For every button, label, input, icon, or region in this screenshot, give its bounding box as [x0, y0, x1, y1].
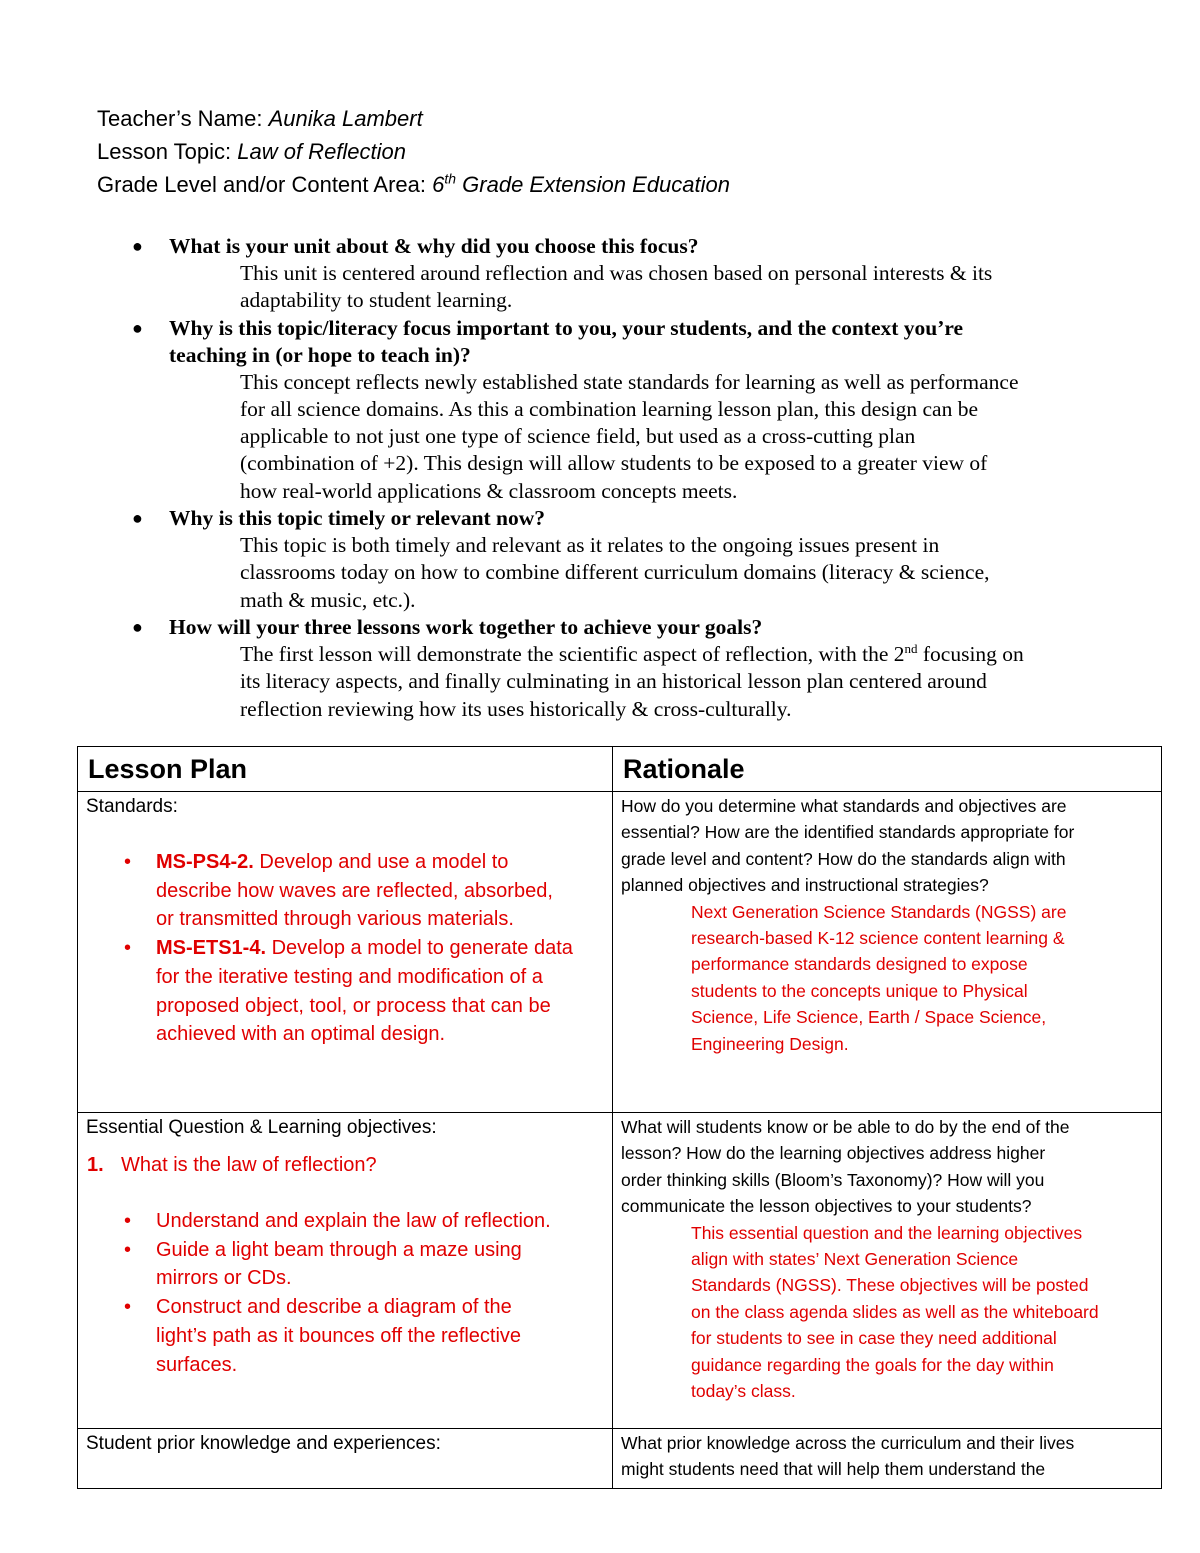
- question-2: ● Why is this topic/literacy focus important to you, your students, and the context you’re teaching in (or hope to teach in)?: [132, 315, 964, 367]
- grade-value: 6th Grade Extension Education: [432, 170, 730, 197]
- answer-3: This topic is both timely and relevant as it relates to the ongoing issues present in classrooms today on how to combine different curriculum domains (literacy & science, math & music, etc.).: [240, 533, 990, 612]
- bullet-icon: •: [124, 1296, 132, 1319]
- standards-row: [78, 792, 1162, 1113]
- question-3: ● Why is this topic timely or relevant now?: [132, 506, 546, 531]
- prior-knowledge-row: [78, 1429, 1162, 1489]
- bullet-icon: ●: [132, 317, 143, 338]
- lesson-topic-line: [97, 135, 730, 168]
- bullet-icon: ●: [132, 236, 143, 256]
- prior-knowledge-title: Student prior knowledge and experiences:: [86, 1433, 441, 1454]
- grade-label: Grade Level and/or Content Area:: [97, 172, 433, 197]
- answer-4: The first lesson will demonstrate the scientific aspect of reflection, with the 2nd focusing on its literacy aspects, and finally culminating in an historical lesson plan centered around reflection reviewing how its uses historically & cross-culturally.: [240, 640, 1024, 721]
- standards-title: Standards:: [86, 796, 178, 817]
- grade-level-line: [97, 168, 730, 201]
- objectives-list: [86, 1207, 604, 1379]
- bullet-icon: •: [124, 1210, 132, 1232]
- essential-question-title: Essential Question & Learning objectives:: [86, 1117, 437, 1138]
- teacher-name-line: [97, 102, 730, 135]
- teacher-label: Teacher’s Name:: [97, 106, 269, 131]
- lesson-plan-header: Lesson Plan: [78, 747, 613, 792]
- teacher-value: Aunika Lambert: [268, 106, 423, 131]
- unit-questions: [132, 233, 1112, 723]
- question-4: ● How will your three lessons work together to achieve your goals?: [132, 614, 763, 639]
- bullet-icon: ●: [132, 508, 143, 529]
- standards-list: [86, 848, 604, 1049]
- table-header-row: [78, 747, 1162, 792]
- topic-value: Law of Reflection: [237, 139, 407, 164]
- essential-rationale-question: What will students know or be able to do by the end of the lesson? How do the learning objectives address higher order thinking skills (Bloom’s Taxonomy)? How will you communicate the lesson objectives to your students?: [621, 1117, 1070, 1217]
- bullet-icon: ●: [132, 616, 143, 637]
- lesson-header: [97, 102, 730, 201]
- standards-cell: [78, 792, 613, 1113]
- essential-rationale-answer: This essential question and the learning objectives align with states’ Next Generation Science Standards (NGSS). These objectives will be posted on the class agenda slides as well as the whiteboard for students to see in case they need additional guidance regarding the goals for the day within today’s class.: [691, 1222, 1099, 1402]
- essential-rationale-cell: [613, 1113, 1162, 1429]
- prior-rationale-cell: [613, 1429, 1162, 1489]
- question-1: ● What is your unit about & why did you choose this focus?: [132, 234, 699, 258]
- rationale-header: Rationale: [613, 747, 1162, 792]
- essential-question-row: [78, 1113, 1162, 1429]
- standards-rationale-answer: Next Generation Science Standards (NGSS) are research-based K-12 science content learning & performance standards designed to expose students to the concepts unique to Physical Science, Life Science, Earth / Space Science, Engineering Design.: [691, 901, 1067, 1054]
- objective-2: • Guide a light beam through a maze using mirrors or CDs.: [86, 1236, 604, 1293]
- essential-question: 1. What is the law of reflection?: [87, 1154, 377, 1176]
- standards-rationale-cell: [613, 792, 1162, 1113]
- bullet-icon: •: [124, 851, 132, 873]
- standard-ms-ps4-2: • MS-PS4-2. Develop and use a model to describe how waves are reflected, absorbed, or transmitted through various materials.: [86, 848, 604, 934]
- lesson-plan-table: [77, 746, 1162, 1489]
- bullet-icon: •: [124, 937, 132, 960]
- objective-1: • Understand and explain the law of reflection.: [86, 1207, 604, 1236]
- prior-rationale-question: What prior knowledge across the curriculum and their lives might students need that will help them understand the: [621, 1433, 1075, 1480]
- essential-question-cell: [78, 1113, 613, 1429]
- standards-rationale-question: How do you determine what standards and objectives are essential? How are the identified standards appropriate for grade level and content? How do the standards align with planned objectives and instructional strategies?: [621, 796, 1075, 896]
- answer-2: This concept reflects newly established state standards for learning as well as performance for all science domains. As this a combination learning lesson plan, this design can be applicable to not just one type of science field, but used as a cross-cutting plan (combination of +2). This design will allow students to be exposed to a greater view of how real-world applications & classroom concepts meets.: [240, 369, 1019, 503]
- topic-label: Lesson Topic:: [97, 139, 238, 164]
- prior-knowledge-cell: [78, 1429, 613, 1489]
- bullet-icon: •: [124, 1238, 132, 1261]
- answer-1: This unit is centered around reflection and was chosen based on personal interests & its adaptability to student learning.: [240, 261, 993, 313]
- objective-3: • Construct and describe a diagram of the light’s path as it bounces off the reflective surfaces.: [86, 1293, 604, 1379]
- standard-ms-ets1-4: • MS-ETS1-4. Develop a model to generate data for the iterative testing and modification of a proposed object, tool, or process that can be achieved with an optimal design.: [86, 934, 604, 1049]
